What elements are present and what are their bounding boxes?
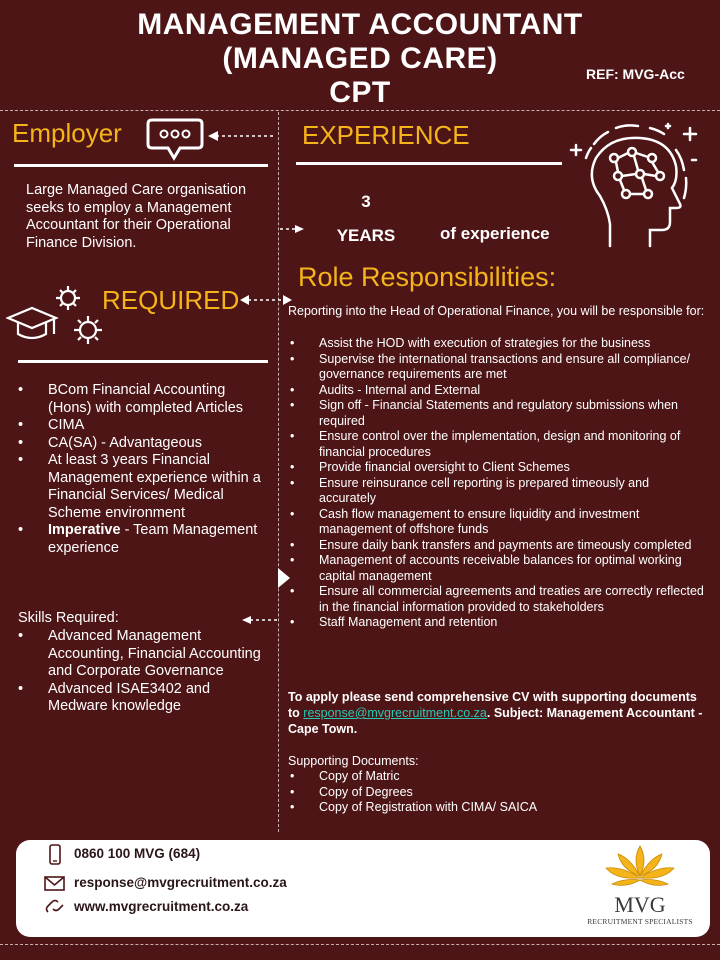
role-list — [288, 336, 708, 631]
contact-website[interactable] — [74, 899, 248, 914]
imperative-label: Imperative — [48, 522, 121, 538]
list-item: • Assist the HOD with execution of strategies for the business — [288, 336, 708, 352]
list-item: • Advanced ISAE3402 and Medware knowledge — [18, 681, 262, 716]
skills-heading: Skills Required: — [18, 610, 119, 626]
role-intro: Reporting into the Head of Operational Finance, you will be responsible for: — [288, 304, 705, 318]
skills-list — [18, 628, 262, 716]
list-item: • Provide financial oversight to Client Schemes — [288, 460, 708, 476]
brain-head-icon — [566, 118, 706, 254]
role-heading: Role Responsibilities: — [298, 262, 557, 292]
experience-years-number: 3 — [361, 192, 371, 211]
list-item: • CA(SA) - Advantageous — [18, 435, 262, 453]
list-item: • Ensure daily bank transfers and payments are timeously completed — [288, 538, 708, 554]
graduation-gears-icon — [6, 282, 106, 354]
footer-divider — [0, 944, 720, 945]
apply-text-after: . Subject: Management Accountant - Cape Town. — [288, 706, 703, 736]
list-item: • Ensure reinsurance cell reporting is prepared timeously and accurately — [288, 476, 708, 507]
list-item: • Staff Management and retention — [288, 615, 708, 631]
list-item: • Management of accounts receivable balances for optimal working capital management — [288, 553, 708, 584]
required-list — [18, 382, 262, 557]
list-item: • CIMA — [18, 417, 262, 435]
list-item: • BCom Financial Accounting (Hons) with completed Articles — [18, 382, 262, 417]
contact-card — [16, 840, 710, 937]
apply-instructions — [288, 689, 708, 737]
contact-email[interactable] — [74, 875, 287, 890]
imperative-text: - Team Management experience — [48, 522, 258, 556]
apply-text-before: To apply please send comprehensive CV with supporting documents to — [288, 690, 697, 720]
employer-description: Large Managed Care organisation seeks to employ a Management Accountant for their Operational Finance Division. — [26, 182, 247, 251]
phone-text: 0860 100 MVG (684) — [74, 846, 201, 861]
required-arrow — [240, 293, 292, 307]
experience-heading: EXPERIENCE — [302, 120, 470, 150]
list-item: • Cash flow management to ensure liquidity and investment management of offshore funds — [288, 507, 708, 538]
supporting-heading: Supporting Documents: — [288, 754, 419, 768]
email-text: response@mvgrecruitment.co.za — [74, 875, 287, 890]
title-line-3: CPT — [329, 76, 391, 109]
header-divider — [0, 110, 720, 111]
phone-icon — [44, 844, 66, 864]
skills-arrow — [242, 613, 278, 625]
list-item: • Ensure all commercial agreements and treaties are correctly reflected in the financial information provided to stakeholders — [288, 584, 708, 615]
employer-arrow — [208, 126, 276, 146]
list-item: • Ensure control over the implementation, design and monitoring of financial procedures — [288, 429, 708, 460]
required-rule — [18, 360, 268, 363]
website-text: www.mvgrecruitment.co.za — [74, 899, 249, 914]
lotus-logo-icon — [600, 842, 680, 892]
list-item: • At least 3 years Financial Management experience within a Financial Services/ Medical Scheme environment — [18, 452, 262, 522]
logo-word: MVG — [614, 892, 666, 917]
title-line-1: MANAGEMENT ACCOUNTANT — [137, 8, 583, 41]
experience-suffix: of experience — [440, 224, 550, 243]
page-title — [0, 8, 720, 110]
list-item-imperative — [18, 522, 262, 557]
chat-bubble-icon — [146, 118, 204, 162]
link-icon — [44, 897, 66, 917]
list-item: • Sign off - Financial Statements and regulatory submissions when required — [288, 398, 708, 429]
column-divider — [278, 112, 279, 832]
list-item: • Copy of Matric — [288, 769, 708, 785]
envelope-icon — [44, 873, 66, 893]
list-item: • Copy of Degrees — [288, 785, 708, 801]
employer-heading: Employer — [12, 118, 122, 148]
list-item: • Audits - Internal and External — [288, 383, 708, 399]
contact-phone[interactable] — [74, 846, 200, 861]
supporting-list — [288, 769, 708, 816]
experience-rule — [296, 162, 562, 165]
list-item: • Advanced Management Accounting, Financial Accounting and Corporate Governance — [18, 628, 262, 681]
apply-email-link[interactable]: response@mvgrecruitment.co.za — [303, 706, 487, 720]
experience-years-label: YEARS — [336, 226, 396, 245]
list-item: • Copy of Registration with CIMA/ SAICA — [288, 800, 708, 816]
list-item: • Supervise the international transactions and ensure all compliance/ governance requirements are met — [288, 352, 708, 383]
logo-subtitle: RECRUITMENT SPECIALISTS — [587, 917, 693, 926]
required-heading: REQUIRED — [102, 285, 240, 315]
experience-arrow — [280, 222, 304, 234]
reference-code: REF: MVG-Acc — [586, 66, 685, 82]
title-line-2: (MANAGED CARE) — [222, 42, 498, 75]
employer-rule — [14, 164, 268, 167]
